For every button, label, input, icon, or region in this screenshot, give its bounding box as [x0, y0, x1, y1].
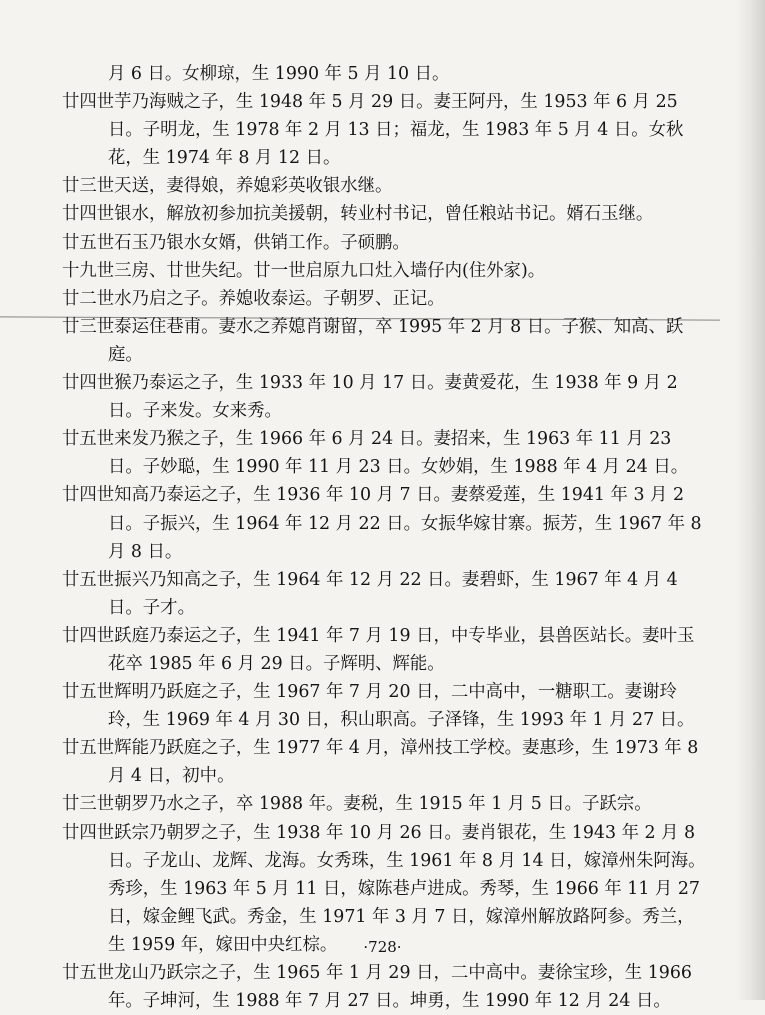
genealogy-entry: 廿五世振兴乃知高之子，生 1964 年 12 月 22 日。妻碧虾，生 1967 年 4 月 4 日。子才。 [62, 569, 678, 618]
genealogy-entry: 廿四世跃宗乃朝罗之子，生 1938 年 10 月 26 日。妻肖银花，生 1943 年 2 月 8 日。子龙山、龙辉、龙海。女秀珠，生 1961 年 8 月 14 日，嫁漳州朱阿海。秀珍，生 1963 年 5 月 11 日，嫁陈巷卢进成。秀琴，生 1966 年 11 月 27 日，嫁金鲤飞武。秀金，生 1971 年 3 月 7 日，嫁漳州解放路阿参。秀兰，生 1959 年，嫁田中央红棕。 [62, 822, 706, 955]
text-line: 月 6 日。女柳琼，生 1990 年 5 月 10 日。 [108, 64, 450, 84]
genealogy-entry: 廿五世辉能乃跃庭之子，生 1977 年 4 月，漳州技工学校。妻惠珍，生 1973 年 8 月 4 日，初中。 [62, 738, 699, 787]
genealogy-entry: 廿五世石玉乃银水女婿，供销工作。子硕鹏。 [62, 232, 410, 253]
genealogy-entry: 廿三世泰运住巷甫。妻水之养媳肖谢留，卒 1995 年 2 月 8 日。子猴、知高、跃庭。 [62, 316, 684, 365]
genealogy-text [62, 60, 710, 1015]
page-number: ·728· [363, 938, 402, 956]
genealogy-entry: 廿五世辉明乃跃庭之子，生 1967 年 7 月 20 日，二中高中，一糖职工。妻谢玲玲，生 1969 年 4 月 30 日，积山职高。子泽锋，生 1993 年 1 月 27 日。 [62, 682, 695, 731]
genealogy-entry: 廿五世龙山乃跃宗之子，生 1965 年 1 月 29 日，二中高中。妻徐宝珍，生 1966 年。子坤河，生 1988 年 7 月 27 日。坤勇，生 1990 年 12 月 24 日。 [62, 963, 692, 1012]
genealogy-entry: 廿四世芋乃海贼之子，生 1948 年 5 月 29 日。妻王阿丹，生 1953 年 6 月 25 日。子明龙，生 1978 年 2 月 13 日；福龙，生 1983 年 5 月 4 日。女秋花，生 1974 年 8 月 12 日。 [62, 92, 684, 169]
scan-edge-shadow [735, 0, 765, 1000]
genealogy-entry: 廿二世水乃启之子。养媳收泰运。子朝罗、正记。 [62, 288, 445, 309]
genealogy-entry: 廿五世来发乃猴之子，生 1966 年 6 月 24 日。妻招来，生 1963 年 11 月 23 日。子妙聪，生 1990 年 11 月 23 日。女妙娟，生 1988 年 4 月 24 日。 [62, 429, 689, 478]
genealogy-entry: 廿三世天送，妻得娘，养媳彩英收银水继。 [62, 176, 393, 197]
genealogy-entry: 廿四世银水，解放初参加抗美援朝，转业村书记，曾任粮站书记。婿石玉继。 [62, 204, 654, 225]
genealogy-entry: 十九世三房、廿世失纪。廿一世启原九口灶入墙仔内(住外家)。 [62, 260, 546, 281]
genealogy-entry: 廿三世朝罗乃水之子，卒 1988 年。妻税，生 1915 年 1 月 5 日。子跃宗。 [62, 794, 652, 815]
genealogy-entry: 廿四世猴乃泰运之子，生 1933 年 10 月 17 日。妻黄爱花，生 1938 年 9 月 2 日。子来发。女来秀。 [62, 373, 678, 422]
genealogy-entry: 廿四世跃庭乃泰运之子，生 1941 年 7 月 19 日，中专毕业，县兽医站长。妻叶玉花卒 1985 年 6 月 29 日。子辉明、辉能。 [62, 625, 695, 674]
genealogy-entry: 廿四世知高乃泰运之子，生 1936 年 10 月 7 日。妻蔡爱莲，生 1941 年 3 月 2 日。子振兴，生 1964 年 12 月 22 日。女振华嫁甘寨。振芳，生 1967 年 8 月 8 日。 [62, 485, 702, 562]
